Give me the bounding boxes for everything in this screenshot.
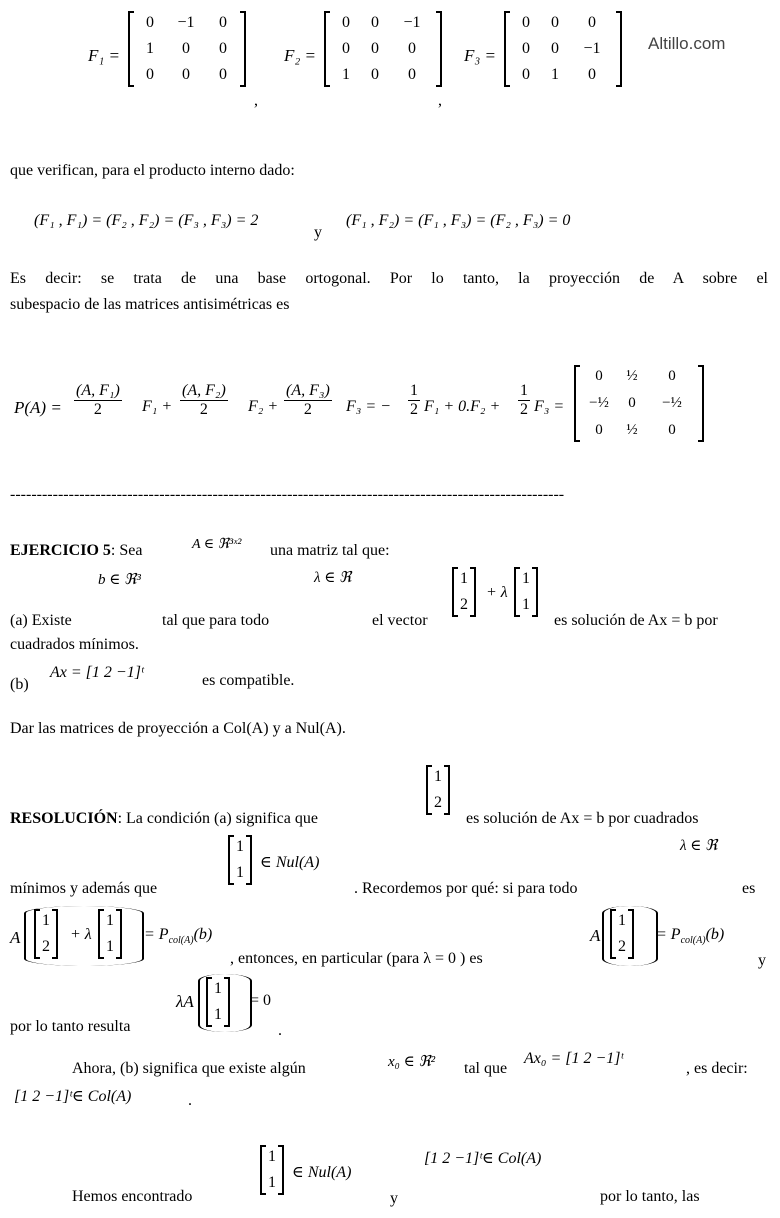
fraction	[180, 382, 228, 419]
fraction-numerator: (A, F₁)	[76, 382, 120, 399]
f2-cell: 1	[342, 66, 350, 83]
f2-label: F₂ =	[284, 46, 317, 65]
fraction-numerator: (A, F₃)	[286, 382, 330, 399]
fraction-denominator: 2	[410, 401, 418, 418]
fraction-numerator: (A, F₂)	[182, 382, 226, 399]
result-cell: 0	[628, 395, 636, 411]
comma: ,	[254, 92, 258, 109]
vector-entry: 1	[618, 912, 626, 929]
part-b-text: es compatible.	[202, 672, 295, 689]
projection-subscript: col(A)	[680, 935, 706, 947]
f1-cell: 0	[219, 40, 227, 57]
col-membership: [1 2 −1]ᵗ∈ Col(A)	[424, 1150, 542, 1167]
f3-cell: 0	[522, 66, 530, 83]
watermark: Altillo.com	[648, 34, 726, 53]
hemos-text: por lo tanto, las	[600, 1188, 700, 1205]
fraction	[74, 382, 122, 419]
ortho-equation-1: (F₁ , F₁) = (F₂ , F₂) = (F₃ , F₃) = 2	[34, 212, 259, 229]
projection-term: F₂ +	[248, 398, 279, 415]
nul-membership: ∈ Nul(A)	[292, 1164, 352, 1181]
separator-line: --------------------------------------------------------------------------------------------------------	[10, 486, 565, 503]
projection-term: F₁ + 0.F₂ +	[424, 398, 501, 415]
resolution-title: RESOLUCIÓN	[10, 810, 118, 827]
ax0-equation: Ax₀ = [1 2 −1]ᵗ	[524, 1050, 624, 1067]
projection-subscript: col(A)	[168, 935, 194, 947]
comma: ,	[438, 92, 442, 109]
equals-zero: = 0	[250, 992, 272, 1009]
text-line: que verifican, para el producto interno dado:	[10, 162, 295, 179]
part-a-text: tal que para todo	[162, 612, 270, 629]
fraction-numerator: 1	[520, 382, 528, 399]
fraction-numerator: 1	[410, 382, 418, 399]
result-cell: 0	[595, 368, 603, 384]
lambda-membership: λ ∈ ℜ	[680, 838, 718, 854]
nul-membership: ∈ Nul(A)	[260, 854, 320, 871]
vector-1-1	[228, 836, 252, 884]
vector-entry: 1	[214, 980, 222, 997]
fraction-denominator: 2	[303, 401, 312, 418]
f2-cell: 0	[371, 66, 379, 83]
result-cell: −½	[589, 395, 609, 411]
projection-arg: (b)	[193, 926, 213, 943]
vector-entry: 1	[268, 1148, 276, 1165]
plus-lambda: + λ	[486, 584, 508, 601]
projection-arg: (b)	[705, 926, 725, 943]
f1-label: F₁ =	[88, 46, 121, 65]
resolution-text: es solución de Ax = b por cuadrados	[466, 810, 699, 827]
x0-membership: x₀ ∈ ℜ²	[388, 1054, 436, 1070]
vector-1-1	[206, 978, 230, 1026]
f1-cell: −1	[177, 14, 195, 31]
vector-entry: 1	[522, 570, 530, 587]
vector-entry: 1	[434, 768, 442, 785]
vector-entry: 1	[42, 912, 50, 929]
vector-entry: 1	[236, 838, 244, 855]
result-cell: 0	[668, 422, 676, 438]
vector-entry: 2	[42, 938, 50, 955]
vector-1-2	[452, 568, 476, 616]
ahora-text: , es decir:	[686, 1060, 748, 1077]
f2-cell: 0	[371, 40, 379, 57]
projection-col	[144, 926, 212, 946]
resolution-text: es	[742, 880, 756, 897]
vector-1-2	[610, 910, 634, 958]
f1-cell: 0	[146, 66, 154, 83]
vector-entry: 2	[434, 794, 442, 811]
projection-equals: = P	[656, 926, 681, 943]
exercise-intro: : Sea	[110, 542, 143, 559]
conjunction-y: y	[314, 224, 322, 241]
f3-cell: 0	[588, 66, 596, 83]
paragraph-line: Es decir: se trata de una base ortogonal. Por lo tanto, la proyección de A sobre el	[10, 270, 768, 287]
ahora-text: tal que	[464, 1060, 508, 1077]
plus-lambda: + λ	[70, 926, 92, 943]
result-cell: ½	[626, 368, 638, 384]
projection-term: F₃ =	[534, 398, 565, 415]
resolution-text: por lo tanto resulta	[10, 1018, 131, 1035]
exercise-intro-tail: una matriz tal que:	[270, 542, 390, 559]
f3-cell: 0	[588, 14, 596, 31]
lambda-a-symbol: λA	[176, 992, 194, 1011]
projection-term: F₃ = −	[346, 398, 391, 415]
b-membership: b ∈ ℜ³	[98, 572, 141, 588]
projection-col	[656, 926, 724, 946]
fraction	[408, 382, 420, 419]
f1-cell: 0	[182, 66, 190, 83]
resolution-text: : La condición (a) significa que	[117, 810, 318, 827]
f2-cell: −1	[403, 14, 421, 31]
exercise-heading	[10, 542, 142, 560]
ortho-equation-2: (F₁ , F₂) = (F₁ , F₃) = (F₂ , F₃) = 0	[346, 212, 571, 229]
f2-cell: 0	[408, 66, 416, 83]
f3-cell: 0	[522, 14, 530, 31]
result-cell: 0	[668, 368, 676, 384]
f1-cell: 1	[146, 40, 154, 57]
resolution-text: . Recordemos por qué: si para todo	[354, 880, 578, 897]
paragraph-line: subespacio de las matrices antisimétricas es	[10, 296, 290, 313]
vector-entry: 1	[214, 1006, 222, 1023]
projection-lhs: P(A) =	[14, 398, 62, 417]
vector-1-1	[98, 910, 122, 958]
matrix-set: A ∈ ℜ³ˣ²	[192, 537, 242, 552]
result-cell: 0	[595, 422, 603, 438]
fraction-denominator: 2	[520, 401, 528, 418]
f1-cell: 0	[219, 14, 227, 31]
hemos-text: Hemos encontrado	[72, 1188, 193, 1205]
f1-cell: 0	[219, 66, 227, 83]
f3-cell: 0	[551, 14, 559, 31]
col-membership: [1 2 −1]ᵗ∈ Col(A)	[14, 1088, 132, 1105]
f2-cell: 0	[342, 14, 350, 31]
vector-1-1	[260, 1146, 284, 1194]
vector-entry: 2	[460, 596, 468, 613]
exercise-title: EJERCICIO 5	[10, 542, 111, 559]
vector-1-2	[34, 910, 58, 958]
resolution-line	[10, 810, 318, 828]
result-cell: −½	[662, 395, 682, 411]
fraction-denominator: 2	[93, 401, 102, 418]
fraction	[284, 382, 332, 419]
part-b-equation: Ax = [1 2 −1]ᵗ	[50, 664, 144, 681]
matrix-f3	[504, 12, 622, 86]
fraction-denominator: 2	[199, 401, 208, 418]
f2-cell: 0	[371, 14, 379, 31]
conjunction-y: y	[758, 952, 766, 969]
vector-entry: 1	[268, 1174, 276, 1191]
part-a-label: (a) Existe	[10, 612, 72, 629]
part-b-label: (b)	[10, 676, 29, 693]
instruction: Dar las matrices de proyección a Col(A) y a Nul(A).	[10, 720, 346, 737]
f3-cell: −1	[583, 40, 601, 57]
matrix-f2	[324, 12, 442, 86]
part-a-text: cuadrados mínimos.	[10, 636, 139, 653]
vector-entry: 2	[618, 938, 626, 955]
projection-term: F₁ +	[142, 398, 173, 415]
f3-cell: 1	[551, 66, 559, 83]
f1-cell: 0	[182, 40, 190, 57]
period: .	[278, 1022, 282, 1039]
vector-entry: 1	[522, 596, 530, 613]
part-a-text: es solución de Ax = b por	[554, 612, 718, 629]
ahora-text: Ahora, (b) significa que existe algún	[72, 1060, 306, 1077]
vector-entry: 1	[106, 938, 114, 955]
resolution-text: , entonces, en particular (para λ = 0 ) es	[230, 950, 483, 967]
part-a-text: el vector	[372, 612, 428, 629]
vector-1-2	[426, 766, 450, 814]
f2-cell: 0	[408, 40, 416, 57]
vector-1-1	[514, 568, 538, 616]
conjunction-y: y	[390, 1190, 398, 1207]
f3-cell: 0	[522, 40, 530, 57]
period: .	[188, 1092, 192, 1109]
result-cell: ½	[626, 422, 638, 438]
vector-entry: 1	[236, 864, 244, 881]
f2-cell: 0	[342, 40, 350, 57]
matrix-a-symbol: A	[10, 928, 21, 947]
f1-cell: 0	[146, 14, 154, 31]
lambda-membership: λ ∈ ℜ	[314, 570, 352, 586]
projection-result-matrix	[574, 366, 704, 441]
matrix-f1	[128, 12, 246, 86]
projection-equals: = P	[144, 926, 169, 943]
matrix-a-symbol: A	[590, 926, 601, 945]
f3-cell: 0	[551, 40, 559, 57]
vector-entry: 1	[106, 912, 114, 929]
f3-label: F₃ =	[464, 46, 497, 65]
fraction	[518, 382, 530, 419]
vector-entry: 1	[460, 570, 468, 587]
resolution-text: mínimos y además que	[10, 880, 158, 897]
